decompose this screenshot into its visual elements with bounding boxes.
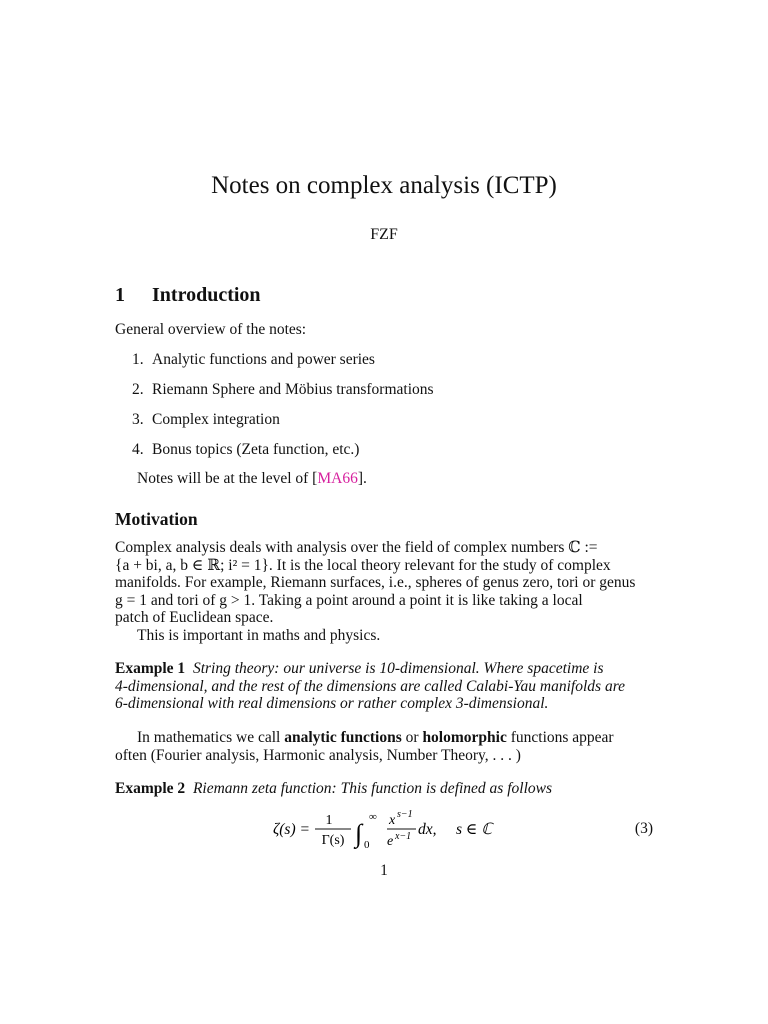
list-item-text: Analytic functions and power series xyxy=(152,351,375,368)
motivation-line: manifolds. For example, Riemann surfaces, i.e., spheres of genus zero, tori or genus xyxy=(115,574,636,591)
integrand-num: x xyxy=(389,813,396,828)
equation-number: (3) xyxy=(634,820,653,837)
list-item xyxy=(132,381,434,399)
list-item-number: 4. xyxy=(132,441,144,458)
list-item xyxy=(132,411,280,429)
subsection-heading: Motivation xyxy=(115,509,198,529)
equation-frac-den: Γ(s) xyxy=(321,833,345,848)
example-2-label: Example 2 xyxy=(115,780,186,797)
example-1-line: String theory: our universe is 10-dimensional. Where spacetime is xyxy=(192,660,604,677)
list-item-text: Riemann Sphere and Möbius transformations xyxy=(152,381,434,398)
level-note xyxy=(137,470,367,488)
list-item-number: 2. xyxy=(132,381,144,398)
motivation-line: Complex analysis deals with analysis over the field of complex numbers ℂ := xyxy=(115,539,598,556)
holomorphic-term-bold: holomorphic xyxy=(422,729,507,746)
paper-title: Notes on complex analysis (ICTP) xyxy=(211,172,557,199)
equation-frac-num: 1 xyxy=(325,813,333,828)
intro-text: General overview of the notes: xyxy=(115,321,307,338)
list-item xyxy=(132,441,359,459)
equation-dx: dx, xyxy=(418,821,437,838)
example-1 xyxy=(115,660,653,713)
integral-sign: ∫ xyxy=(355,819,363,848)
level-note-after: ]. xyxy=(357,470,367,487)
integral-upper-limit: ∞ xyxy=(369,811,377,823)
motivation-line: patch of Euclidean space. xyxy=(115,609,274,626)
paper-author: FZF xyxy=(370,226,398,243)
integral-lower-limit: 0 xyxy=(364,839,370,851)
page-number: 1 xyxy=(380,862,388,879)
analytic-prefix: In mathematics we call xyxy=(137,729,285,746)
zeta-equation xyxy=(115,808,653,852)
integrand-num-exp: s−1 xyxy=(397,809,413,820)
equation-domain: s ∈ ℂ xyxy=(456,821,493,838)
motivation-paragraph xyxy=(115,539,653,627)
analytic-paragraph xyxy=(115,729,653,764)
motivation-line: g = 1 and tori of g > 1. Taking a point around a point it is like taking a local xyxy=(115,591,583,609)
motivation-line: {a + bi, a, b ∈ ℝ; i² = 1}. It is the local theory relevant for the study of complex xyxy=(115,556,611,574)
list-item-number: 3. xyxy=(132,411,144,428)
analytic-suffix: functions appear xyxy=(506,729,614,746)
example-1-line: 4-dimensional, and the rest of the dimensions are called Calabi-Yau manifolds are xyxy=(115,677,626,695)
analytic-line-2: often (Fourier analysis, Harmonic analysis, Number Theory, . . . ) xyxy=(115,746,521,764)
section-title: Introduction xyxy=(152,284,261,306)
integrand-den-exp: x−1 xyxy=(395,831,412,842)
example-2-text: Riemann zeta function: This function is defined as follows xyxy=(192,780,553,797)
example-1-label: Example 1 xyxy=(115,660,186,677)
equation-lhs: ζ(s) = xyxy=(273,821,310,838)
section-number: 1 xyxy=(115,284,125,306)
citation-link[interactable]: MA66 xyxy=(317,470,358,487)
integrand-den: e xyxy=(387,834,394,849)
motivation-paragraph-2: This is important in maths and physics. xyxy=(137,627,381,644)
level-note-before: Notes will be at the level of [ xyxy=(137,470,318,487)
analytic-term-bold: analytic functions xyxy=(284,729,402,746)
list-item-text: Bonus topics (Zeta function, etc.) xyxy=(152,441,360,458)
list-item xyxy=(132,351,375,369)
list-item-number: 1. xyxy=(132,351,144,368)
analytic-mid: or xyxy=(401,729,423,746)
equation-graphic xyxy=(115,808,653,852)
example-2 xyxy=(115,780,552,798)
section-heading xyxy=(115,284,261,307)
example-1-line: 6-dimensional with real dimensions or rather complex 3-dimensional. xyxy=(115,695,549,712)
list-item-text: Complex integration xyxy=(152,411,280,428)
